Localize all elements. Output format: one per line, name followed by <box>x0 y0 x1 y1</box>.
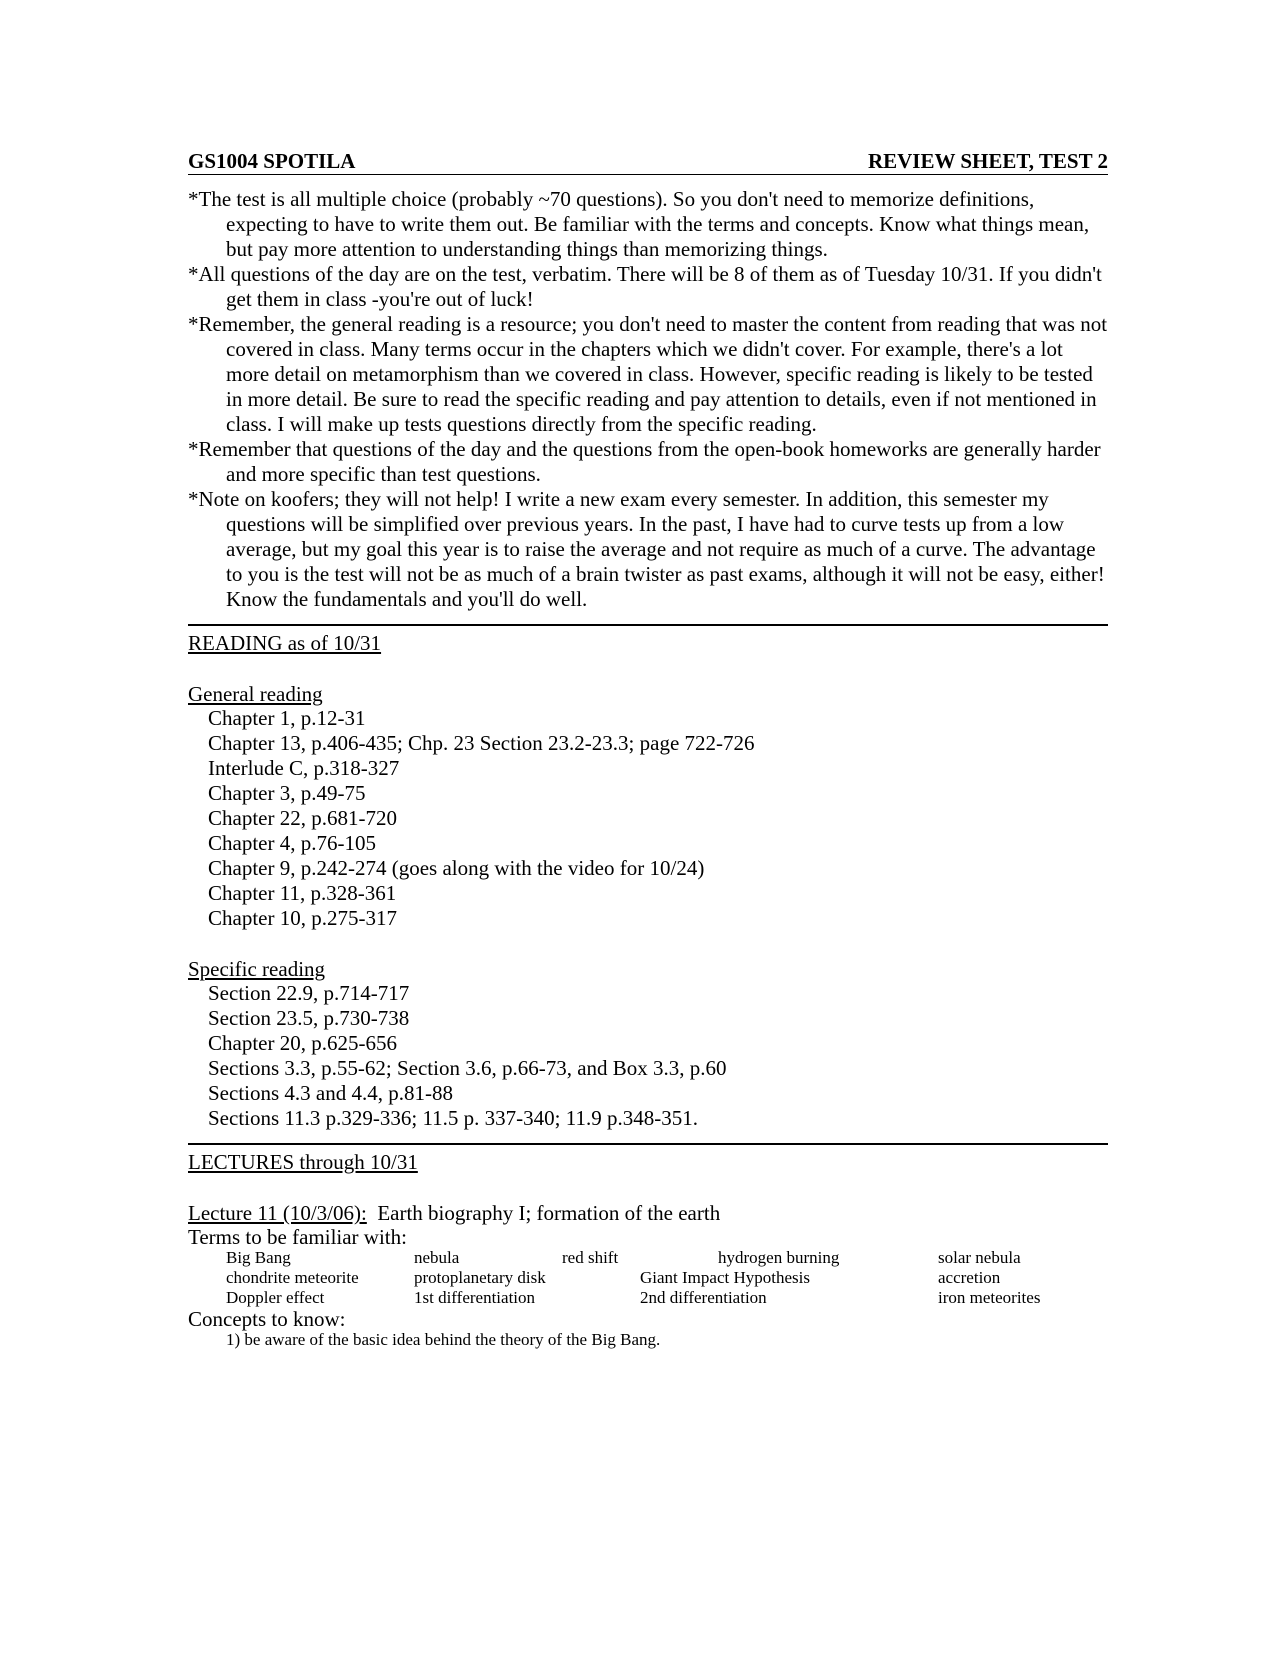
term: Big Bang <box>226 1248 291 1267</box>
term: chondrite meteorite <box>226 1268 359 1287</box>
terms-label: Terms to be familiar with: <box>188 1225 407 1249</box>
list-item: Sections 4.3 and 4.4, p.81-88 <box>208 1081 453 1105</box>
list-item: Chapter 1, p.12-31 <box>208 706 366 730</box>
term: protoplanetary disk <box>414 1268 546 1287</box>
notes-list <box>188 187 1108 612</box>
term: 1st differentiation <box>414 1288 536 1307</box>
lecture-label: Lecture 11 (10/3/06): <box>188 1201 367 1225</box>
list-item: Chapter 13, p.406-435; Chp. 23 Section 23.2-23.3; page 722-726 <box>208 731 755 755</box>
concepts-label: Concepts to know: <box>188 1307 346 1331</box>
term: hydrogen burning <box>718 1248 840 1267</box>
note-item: *Remember that questions of the day and the questions from the open-book homeworks are generally harder and more specific than test questions. <box>188 437 1101 486</box>
term: accretion <box>938 1268 1001 1287</box>
terms-grid <box>188 1248 1108 1308</box>
note-item: *Note on koofers; they will not help! I write a new exam every semester. In addition, this semester my questions will be simplified over previous years. In the past, I have had to curve tests up from a low average, but my goal this year is to raise the average and not require as much of a curve. The advantage to you is the test will not be as much of a brain twister as past exams, although it will not be easy, either! Know the fundamentals and you'll do well. <box>188 487 1105 611</box>
lecture-heading <box>188 1201 1108 1226</box>
divider <box>188 1143 1108 1145</box>
term: nebula <box>414 1248 460 1267</box>
general-reading-title: General reading <box>188 682 323 706</box>
list-item: Interlude C, p.318-327 <box>208 756 400 780</box>
term: Giant Impact Hypothesis <box>640 1268 810 1287</box>
specific-reading-title: Specific reading <box>188 957 326 981</box>
note-item: *The test is all multiple choice (probably ~70 questions). So you don't need to memorize definitions, expecting to have to write them out. Be familiar with the terms and concepts. Know what things mean, but pay more attention to understanding things than memorizing things. <box>188 187 1090 261</box>
note-item: *Remember, the general reading is a resource; you don't need to master the content from reading that was not covered in class. Many terms occur in the chapters which we didn't cover. For example, there's a lot more detail on metamorphism than we covered in class. However, specific reading is likely to be tested in more detail. Be sure to read the specific reading and pay attention to details, even if not mentioned in class. I will make up tests questions directly from the specific reading. <box>188 312 1108 436</box>
list-item: Chapter 10, p.275-317 <box>208 906 397 930</box>
list-item: Chapter 20, p.625-656 <box>208 1031 397 1055</box>
term: solar nebula <box>938 1248 1021 1267</box>
specific-reading-list <box>188 981 1108 1131</box>
list-item: Chapter 3, p.49-75 <box>208 781 366 805</box>
header <box>188 148 1108 175</box>
note-item: *All questions of the day are on the test, verbatim. There will be 8 of them as of Tuesday 10/31. If you didn't get them in class -you're out of luck! <box>188 262 1102 311</box>
lecture-topic: Earth biography I; formation of the earth <box>366 1201 721 1225</box>
course-title: GS1004 SPOTILA <box>188 149 356 173</box>
term: iron meteorites <box>938 1288 1041 1307</box>
review-sheet-page <box>188 148 1108 1350</box>
reading-title: READING as of 10/31 <box>188 631 382 655</box>
sheet-title: REVIEW SHEET, TEST 2 <box>867 149 1108 173</box>
divider <box>188 624 1108 626</box>
term: 2nd differentiation <box>640 1288 767 1307</box>
lectures-title: LECTURES through 10/31 <box>188 1150 418 1174</box>
list-item: Section 23.5, p.730-738 <box>208 1006 410 1030</box>
list-item: Sections 3.3, p.55-62; Section 3.6, p.66-73, and Box 3.3, p.60 <box>208 1056 727 1080</box>
list-item: Sections 11.3 p.329-336; 11.5 p. 337-340; 11.9 p.348-351. <box>208 1106 698 1130</box>
concepts-list <box>188 1330 1108 1350</box>
list-item: Chapter 22, p.681-720 <box>208 806 397 830</box>
term: Doppler effect <box>226 1288 325 1307</box>
list-item: Chapter 11, p.328-361 <box>208 881 397 905</box>
general-reading-list <box>188 706 1108 931</box>
concept-item: 1) be aware of the basic idea behind the theory of the Big Bang. <box>226 1330 661 1349</box>
list-item: Chapter 9, p.242-274 (goes along with the video for 10/24) <box>208 856 705 880</box>
list-item: Chapter 4, p.76-105 <box>208 831 376 855</box>
list-item: Section 22.9, p.714-717 <box>208 981 410 1005</box>
term: red shift <box>562 1248 619 1267</box>
